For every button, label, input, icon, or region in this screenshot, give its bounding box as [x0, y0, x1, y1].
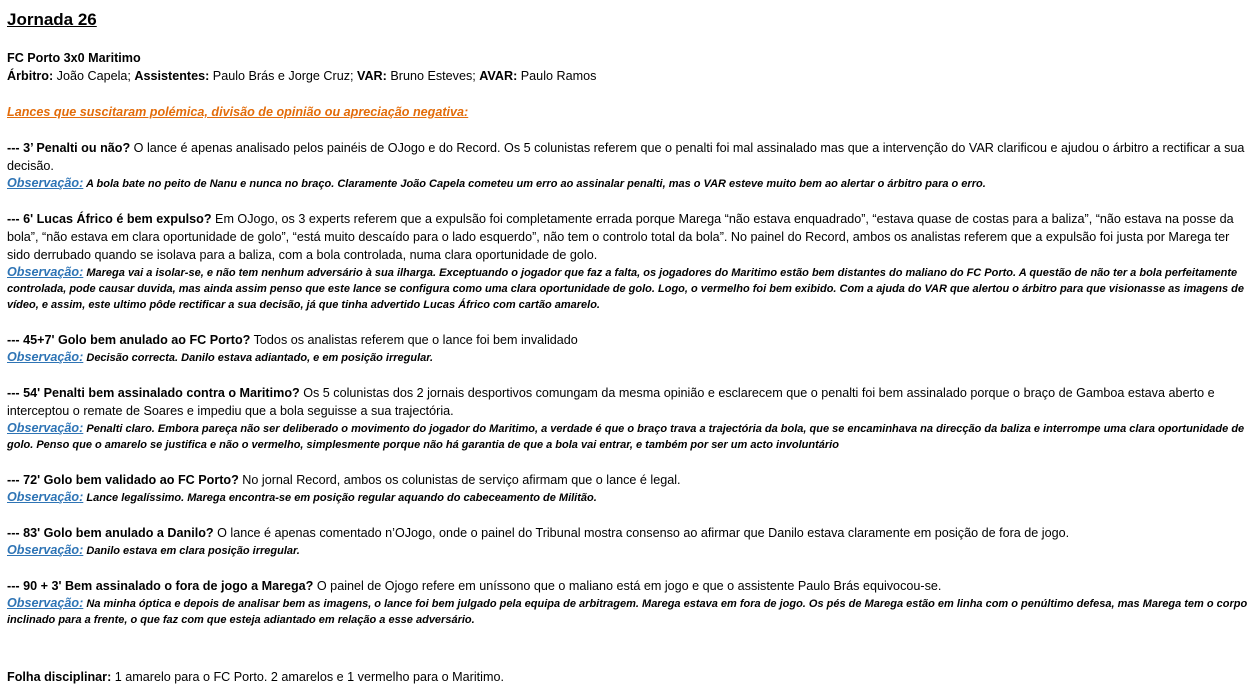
- observation: [7, 349, 1249, 366]
- incident-text: Os 5 colunistas dos 2 jornais desportivos comungam da mesma opinião e esclarecem que o penalti foi bem assinalado porque o braço de Gamboa estava aberto e interceptou o remate de Soares e impediu que a bola seguisse a sua trajectória.: [7, 386, 1215, 418]
- incident-title: --- 72' Golo bem validado ao FC Porto?: [7, 473, 239, 487]
- folha-label: Folha disciplinar:: [7, 670, 112, 684]
- incident-text: O painel de Ojogo refere em uníssono que o maliano está em jogo e que o assistente Paulo Brás equivocou-se.: [313, 579, 942, 593]
- incident-title: --- 6' Lucas Áfrico é bem expulso?: [7, 212, 212, 226]
- observation-text: Na minha óptica e depois de analisar bem as imagens, o lance foi bem julgado pela equipa de arbitragem. Marega estava em fora de jogo. Os pés de Marega estão em linha com o penúltimo defesa, mas Marega tem o corpo inclinado para a frente, o que faz com que esteja adiantado em relação a esse adversário.: [7, 598, 1248, 626]
- observation: [7, 542, 1249, 559]
- incident-text: No jornal Record, ambos os colunistas de serviço afirmam que o lance é legal.: [238, 473, 681, 487]
- arbitro-value: João Capela;: [53, 69, 135, 83]
- incident-title: --- 54' Penalti bem assinalado contra o Maritimo?: [7, 386, 300, 400]
- match-officials: [7, 67, 1249, 85]
- observation-text: Penalti claro. Embora pareça não ser deliberado o movimento do jogador do Maritimo, a verdade é que o braço trava a trajectória da bola, que se encaminhava na direcção da baliza e interrompe uma clara oportunidade de golo. Penso que o amarelo se justifica e não o vermelho, simplesmente porque não há garantia de que a bola vai entrar, e também por ser um acto involuntário: [7, 423, 1245, 451]
- incident-title: --- 83' Golo bem anulado a Danilo?: [7, 526, 214, 540]
- observation: [7, 175, 1249, 192]
- incident-item: [7, 210, 1249, 264]
- section-heading: Lances que suscitaram polémica, divisão de opinião ou apreciação negativa:: [7, 105, 469, 119]
- incident-text: O lance é apenas analisado pelos painéis de OJogo e do Record. Os 5 colunistas referem que o penalti foi mal assinalado mas que a intervenção do VAR clarificou e ajudou o árbitro a rectificar a sua decisão.: [7, 141, 1245, 173]
- assistentes-label: Assistentes:: [134, 69, 210, 83]
- incident-item: [7, 577, 1249, 595]
- avar-value: Paulo Ramos: [517, 69, 597, 83]
- incident-text: O lance é apenas comentado n’OJogo, onde o painel do Tribunal mostra consenso ao afirmar que Danilo estava claramente em posição de fora de jogo.: [213, 526, 1070, 540]
- observation: [7, 420, 1249, 453]
- document: [7, 8, 1249, 628]
- assistentes-value: Paulo Brás e Jorge Cruz;: [209, 69, 357, 83]
- observation-text: Lance legalíssimo. Marega encontra-se em posição regular aquando do cabeceamento de Militão.: [83, 492, 597, 504]
- page-title: Jornada 26: [7, 10, 97, 29]
- observation-label: Observação:: [7, 350, 84, 364]
- incident-title: --- 90 + 3' Bem assinalado o fora de jogo a Marega?: [7, 579, 314, 593]
- var-value: Bruno Esteves;: [386, 69, 480, 83]
- observation-text: Decisão correcta. Danilo estava adiantado, e em posição irregular.: [83, 352, 434, 364]
- match-result: FC Porto 3x0 Maritimo: [7, 51, 141, 65]
- var-label: VAR:: [357, 69, 387, 83]
- observation-text: A bola bate no peito de Nanu e nunca no braço. Claramente João Capela cometeu um erro ao assinalar penalti, mas o VAR esteve muito bem ao alertar o árbitro para o erro.: [83, 178, 986, 190]
- observation-label: Observação:: [7, 421, 84, 435]
- folha-text: 1 amarelo para o FC Porto. 2 amarelos e 1 vermelho para o Maritimo.: [111, 670, 504, 684]
- observation-text: Danilo estava em clara posição irregular.: [83, 545, 300, 557]
- incident-text: Todos os analistas referem que o lance foi bem invalidado: [250, 333, 578, 347]
- incident-item: [7, 524, 1249, 542]
- observation-label: Observação:: [7, 596, 84, 610]
- avar-label: AVAR:: [479, 69, 518, 83]
- arbitro-label: Árbitro:: [7, 69, 54, 83]
- incident-title: --- 45+7' Golo bem anulado ao FC Porto?: [7, 333, 251, 347]
- observation-label: Observação:: [7, 176, 84, 190]
- incident-item: [7, 331, 1249, 349]
- incident-item: [7, 384, 1249, 420]
- incident-item: [7, 471, 1249, 489]
- observation-text: Marega vai a isolar-se, e não tem nenhum adversário à sua ilharga. Exceptuando o jogador que faz a falta, os jogadores do Maritimo estão bem distantes do maliano do FC Porto. A questão de não ter a bola perfeitamente controlada, pode causar duvida, mas ainda assim penso que este lance se configura como uma clara oportunidade de golo. Logo, o vermelho foi bem exibido. Com a ajuda do VAR que alertou o árbitro para que visionasse as imagens de vídeo, e assim, este ultimo pôde rectificar a sua decisão, já que tinha advertido Lucas Áfrico com cartão amarelo.: [7, 267, 1244, 311]
- observation-label: Observação:: [7, 543, 84, 557]
- observation-label: Observação:: [7, 490, 84, 504]
- incident-item: [7, 139, 1249, 175]
- observation-label: Observação:: [7, 265, 84, 279]
- observation: [7, 595, 1249, 628]
- observation: [7, 264, 1249, 313]
- incident-text: Em OJogo, os 3 experts referem que a expulsão foi completamente errada porque Marega “não estava enquadrado”, “estava quase de costas para a baliza”, “não estava na posse da bola”, “não estava em clara oportunidade de golo”, “está muito descaído para o lado esquerdo”, não tem o controlo total da bola”. No painel do Record, ambos os analistas referem que a expulsão foi justa por Marega ter sido derrubado quando se isolava para a baliza, com a bola controlada, numa clara oportunidade de golo.: [7, 212, 1234, 262]
- observation: [7, 489, 1249, 506]
- incident-title: --- 3’ Penalti ou não?: [7, 141, 131, 155]
- disciplinary-sheet: [7, 668, 1249, 686]
